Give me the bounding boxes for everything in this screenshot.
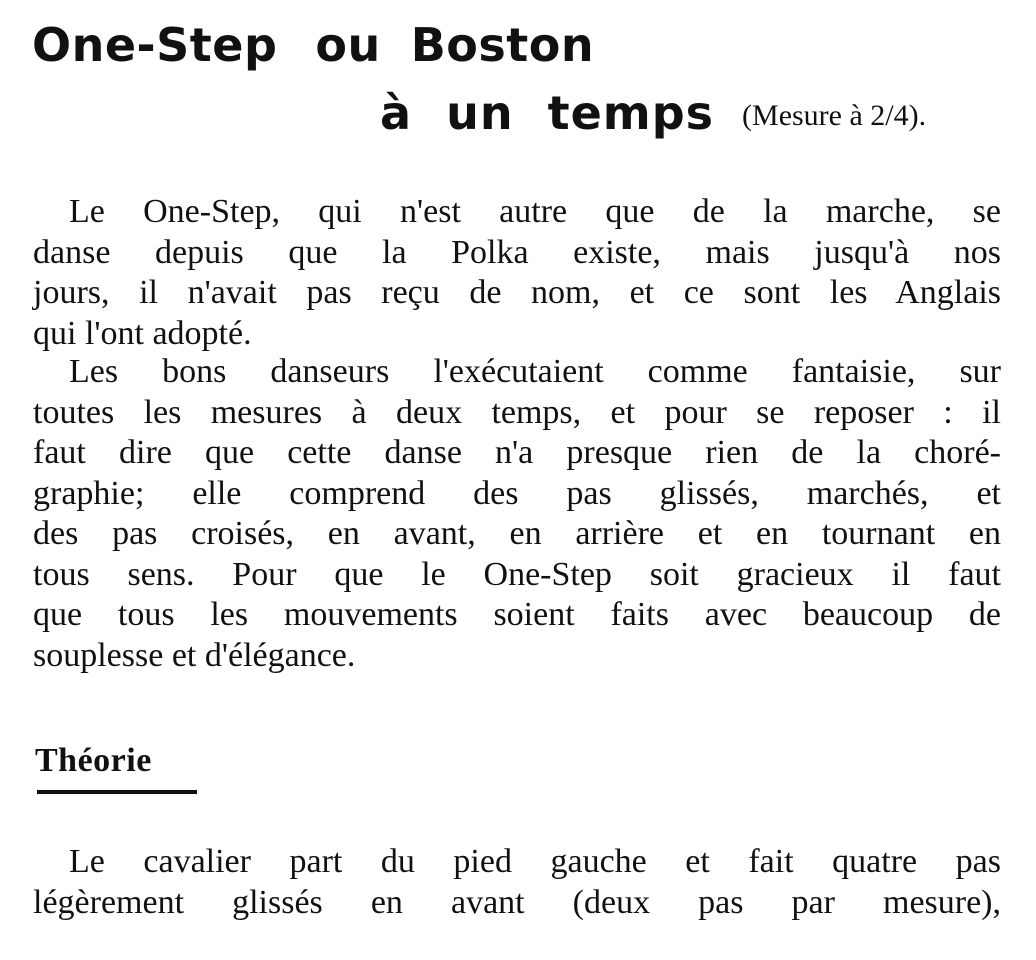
title-subtitle: à un temps [380,86,715,140]
paragraph-line: danse depuis que la Polka existe, mais jusqu'à nos [33,233,1001,271]
title-line-1 [32,18,594,72]
paragraph-line: faut dire que cette danse n'a presque rien de la choré- [33,434,1001,471]
paragraph-line: Les bons danseurs l'exécutaient comme fantaisie, sur [69,353,1001,390]
paragraph-line: toutes les mesures à deux temps, et pour se reposer : il [33,393,1001,431]
paragraph-line: tous sens. Pour que le One-Step soit gracieux il faut [33,555,1001,593]
title-word-ou: ou [315,18,381,72]
paragraph-line: Le cavalier part du pied gauche et fait quatre pas [69,843,1001,880]
paragraph-line: que tous les mouvements soient faits avec beaucoup de [33,596,1001,633]
section-heading: Théorie [35,742,152,779]
title-word-one-step: One-Step [32,18,278,72]
paragraph-line: jours, il n'avait pas reçu de nom, et ce sont les Anglais [33,274,1001,311]
paragraph-intro [33,192,1001,354]
paragraph-line: Le One-Step, qui n'est autre que de la marche, se [69,193,1001,230]
paragraph-line: légèrement glissés en avant (deux pas par mesure), [33,883,1001,921]
paragraph-theory [33,842,1001,923]
title-word-boston: Boston [410,18,595,72]
title-measure: (Mesure à 2/4). [742,99,927,132]
paragraph-line: graphie; elle comprend des pas glissés, marchés, et [33,474,1001,512]
paragraph-line: qui l'ont adopté. [33,314,252,352]
paragraph-line: des pas croisés, en avant, en arrière et en tournant en [33,515,1001,552]
paragraph-line: souplesse et d'élégance. [33,636,356,674]
heading-underline [37,790,197,794]
paragraph-description [33,352,1001,676]
title-line-2 [380,86,926,140]
